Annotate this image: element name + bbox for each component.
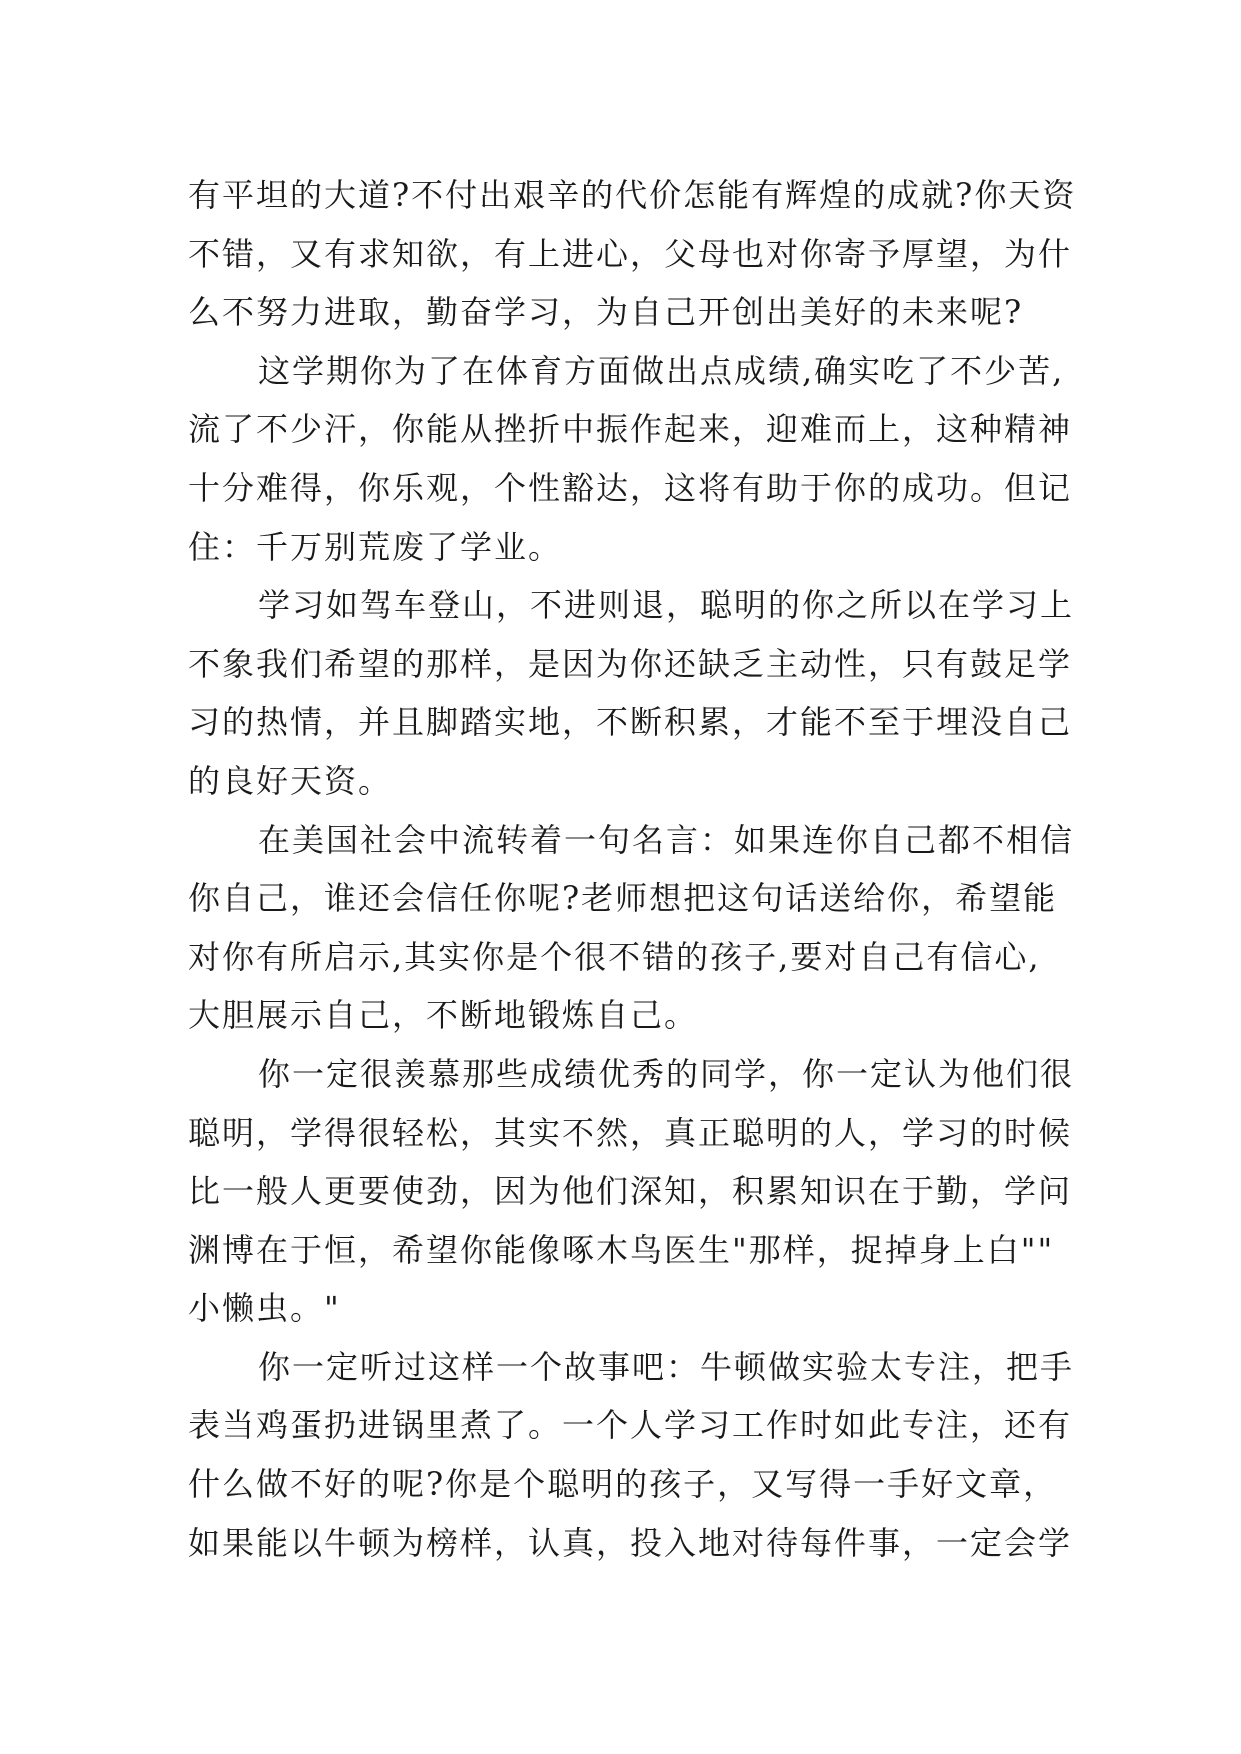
document-body xyxy=(188,166,1077,1572)
paragraph-first-line: 你一定很羡慕那些成绩优秀的同学，你一定认为他们很 xyxy=(258,1054,1075,1093)
text-line: 你自己，谁还会信任你呢?老师想把这句话送给你，希望能 xyxy=(188,879,1058,918)
text-line: 住：千万别荒废了学业。 xyxy=(188,527,563,566)
text-line: 大胆展示自己，不断地锻炼自己。 xyxy=(188,996,699,1035)
text-line: 流了不少汗，你能从挫折中振作起来，迎难而上，这种精神 xyxy=(188,410,1073,449)
text-line: 表当鸡蛋扔进锅里煮了。一个人学习工作时如此专注，还有 xyxy=(188,1406,1073,1445)
paragraph-first-line: 学习如驾车登山，不进则退，聪明的你之所以在学习上 xyxy=(258,586,1075,625)
text-line: 不错，又有求知欲，有上进心，父母也对你寄予厚望，为什 xyxy=(188,234,1073,273)
text-line: 么不努力进取，勤奋学习，为自己开创出美好的未来呢? xyxy=(188,293,1024,332)
text-line: 比一般人更要使劲，因为他们深知，积累知识在于勤，学问 xyxy=(188,1172,1073,1211)
text-line: 不象我们希望的那样，是因为你还缺乏主动性，只有鼓足学 xyxy=(188,644,1073,683)
text-line: 十分难得，你乐观，个性豁达，这将有助于你的成功。但记 xyxy=(188,468,1073,507)
paragraph-first-line: 这学期你为了在体育方面做出点成绩,确实吃了不少苦, xyxy=(258,351,1065,390)
text-line: 什么做不好的呢?你是个聪明的孩子，又写得一手好文章， xyxy=(188,1465,1058,1504)
text-line: 如果能以牛顿为榜样，认真，投入地对待每件事，一定会学 xyxy=(188,1523,1073,1562)
paragraph-first-line: 你一定听过这样一个故事吧：牛顿做实验太专注，把手 xyxy=(258,1347,1075,1386)
text-line: 的良好天资。 xyxy=(188,761,393,800)
text-line: 聪明，学得很轻松，其实不然，真正聪明的人，学习的时候 xyxy=(188,1113,1073,1152)
text-line: 对你有所启示,其实你是个很不错的孩子,要对自己有信心, xyxy=(188,937,1041,976)
paragraph-first-line: 在美国社会中流转着一句名言：如果连你自己都不相信 xyxy=(258,820,1075,859)
text-line: 有平坦的大道?不付出艰辛的代价怎能有辉煌的成就?你天资 xyxy=(188,176,1077,214)
text-line: 习的热情，并且脚踏实地，不断积累，才能不至于埋没自己 xyxy=(188,703,1073,742)
text-line: 小懒虫。" xyxy=(188,1289,341,1328)
text-line: 渊博在于恒，希望你能像啄木鸟医生"那样，捉掉身上白"" xyxy=(188,1230,1055,1269)
